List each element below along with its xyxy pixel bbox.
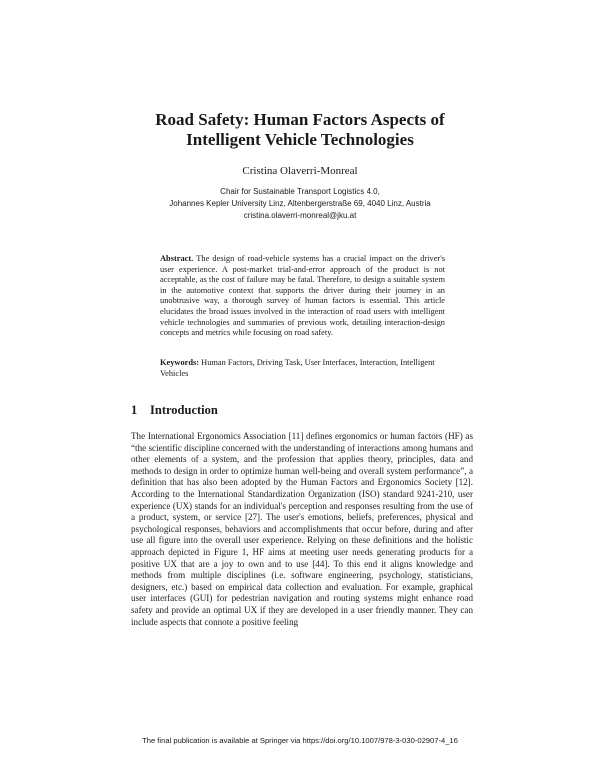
section-heading (131, 402, 218, 418)
keywords (160, 358, 445, 379)
abstract-label: Abstract. (160, 254, 194, 263)
title-line-2: Intelligent Vehicle Technologies (186, 130, 414, 149)
title-line-1: Road Safety: Human Factors Aspects of (155, 110, 445, 129)
affiliation-line-1: Chair for Sustainable Transport Logistics 4.0, (220, 187, 380, 196)
paper-title (0, 110, 600, 150)
keywords-text: Human Factors, Driving Task, User Interfaces, Interaction, Intelligent Vehicles (160, 358, 435, 378)
author-email: cristina.olaverri-monreal@jku.at (243, 211, 357, 220)
affiliation (0, 186, 600, 222)
section-number: 1 (131, 403, 138, 417)
body-paragraph: The International Ergonomics Association [11] defines ergonomics or human factors (HF) as “the scientific discipline concerned with the understanding of interactions among humans and other elements of a system, and the profession that applies theory, principles, data and methods to design in order to optimize human well-being and overall system performance”, a definition that has also been adopted by the Human Factors and Ergonomics Society [12]. According to the International Standardization Organization (ISO) standard 9241-210, user experience (UX) stands for an individual's perception and responses resulting from the use of a product, system, or service [27]. The user's emotions, beliefs, preferences, physical and psychological responses, behaviors and accomplishments that occur before, during and after use all figure into the overall user experience. Relying on these definitions and the holistic approach depicted in Figure 1, HF aims at meeting user needs generating products for a positive UX that are a joy to own and to use [44]. To this end it aligns knowledge and methods from multiple disciplines (i.e. software engineering, psychology, statisticians, designers, etc.) based on empirical data collection and evaluation. For example, graphical user interfaces (GUI) for pedestrian navigation and routing systems might enhance road safety and provide an optimal UX if they are developed in a user friendly manner. They can include aspects that connote a positive feeling (131, 431, 473, 627)
abstract (160, 254, 445, 339)
abstract-text: The design of road-vehicle systems has a crucial impact on the driver's user experience. A post-market trial-and-error approach of the product is not acceptable, as the cost of failure may be fatal. Therefore, to design a suitable system in the automotive context that supports the driver during their journey in an unobtrusive way, a thorough survey of human factors is essential. This article elucidates the broad issues involved in the interaction of road users with intelligent vehicle technologies and summaries of previous work, detailing interaction-design concepts and metrics while focusing on road safety. (160, 254, 445, 338)
affiliation-line-2: Johannes Kepler University Linz, Altenbergerstraße 69, 4040 Linz, Austria (169, 199, 431, 208)
section-title: Introduction (150, 403, 218, 417)
publication-footer: The final publication is available at Springer via https://doi.org/10.1007/978-3-030-02907-4_16 (142, 736, 458, 745)
keywords-label: Keywords: (160, 358, 200, 367)
author-name: Cristina Olaverri-Monreal (242, 165, 358, 177)
